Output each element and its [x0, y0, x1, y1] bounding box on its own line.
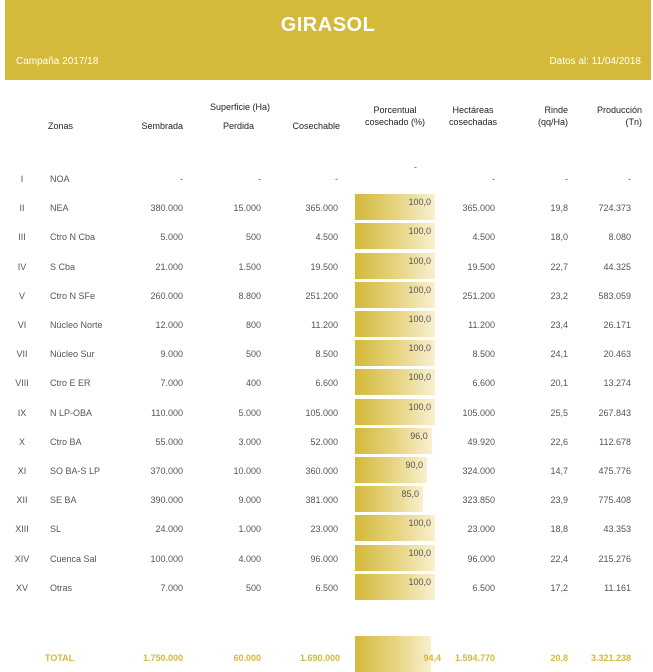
- row-number: III: [18, 232, 26, 242]
- row-number: XI: [17, 466, 27, 476]
- row-produccion: 583.059: [598, 291, 631, 301]
- row-sembrada: 24.000: [155, 524, 183, 534]
- row-cosechable: 52.000: [310, 437, 338, 447]
- pct-bar: [355, 545, 435, 571]
- pct-bar: [355, 340, 435, 366]
- header-sembrada: Sembrada: [141, 121, 183, 131]
- pct-bar: [355, 311, 435, 337]
- row-produccion: -: [628, 174, 631, 184]
- pct-value: 100,0: [408, 402, 431, 412]
- row-perdida: 5.000: [238, 408, 261, 418]
- row-hectareas: 105.000: [462, 408, 495, 418]
- pct-bar: [355, 253, 435, 279]
- total-pct-value: 94,4: [423, 653, 441, 663]
- row-number: VIII: [15, 378, 29, 388]
- row-perdida: 500: [245, 583, 261, 593]
- row-rinde: -: [565, 174, 568, 184]
- pct-value: 100,0: [408, 285, 431, 295]
- pct-value: 96,0: [410, 431, 428, 441]
- row-cosechable: 96.000: [310, 554, 338, 564]
- row-zona: Núcleo Sur: [50, 349, 95, 359]
- total-cosechable: 1.690.000: [299, 653, 340, 663]
- row-sembrada: 7.000: [160, 583, 183, 593]
- row-produccion: 475.776: [598, 466, 631, 476]
- row-number: II: [19, 203, 25, 213]
- row-hectareas: -: [492, 174, 495, 184]
- row-zona: Ctro N Cba: [50, 232, 96, 242]
- row-cosechable: 365.000: [305, 203, 338, 213]
- row-perdida: 10.000: [233, 466, 261, 476]
- pct-value: 100,0: [408, 343, 431, 353]
- row-perdida: 9.000: [238, 495, 261, 505]
- row-zona: Cuenca Sal: [50, 554, 97, 564]
- row-perdida: 500: [245, 232, 261, 242]
- header-rinde-line2: (qq/Ha): [537, 117, 568, 127]
- row-rinde: 23,2: [550, 291, 568, 301]
- pct-bar: [355, 428, 435, 454]
- row-rinde: 23,9: [550, 495, 568, 505]
- header-hectareas-line1: Hectáreas: [452, 105, 494, 115]
- row-cosechable: 11.200: [311, 320, 338, 330]
- row-rinde: 17,2: [550, 583, 568, 593]
- row-perdida: 500: [245, 349, 261, 359]
- row-produccion: 775.408: [598, 495, 631, 505]
- row-zona: Ctro N SFe: [50, 291, 96, 301]
- header-porcentual-line2: cosechado (%): [364, 117, 426, 127]
- title-banner: [5, 0, 651, 80]
- total-perdida: 60.000: [233, 653, 261, 663]
- pct-value: 100,0: [408, 518, 431, 528]
- header-porcentual-line1: Porcentual: [373, 105, 417, 115]
- row-number: XIV: [14, 554, 30, 564]
- pct-bar: [355, 282, 435, 308]
- row-number: XV: [15, 583, 28, 593]
- row-sembrada: 9.000: [160, 349, 183, 359]
- row-cosechable: 23.000: [310, 524, 338, 534]
- row-zona: NEA: [50, 203, 69, 213]
- row-sembrada: 55.000: [155, 437, 183, 447]
- row-cosechable: 8.500: [315, 349, 338, 359]
- row-produccion: 26.171: [603, 320, 631, 330]
- header-superficie: Superficie (Ha): [209, 102, 271, 112]
- header-cosechable: Cosechable: [292, 121, 340, 131]
- campaign-label: Campaña 2017/18: [16, 56, 99, 67]
- row-number: IX: [17, 408, 27, 418]
- pct-value: 100,0: [408, 226, 431, 236]
- row-perdida: 15.000: [233, 203, 261, 213]
- row-hectareas: 11.200: [468, 320, 495, 330]
- row-hectareas: 19.500: [467, 262, 495, 272]
- row-cosechable: 381.000: [305, 495, 338, 505]
- row-perdida: 4.000: [238, 554, 261, 564]
- row-rinde: 25,5: [550, 408, 568, 418]
- pct-value: 100,0: [408, 372, 431, 382]
- row-sembrada: 260.000: [150, 291, 183, 301]
- row-rinde: 24,1: [550, 349, 568, 359]
- row-number: X: [18, 437, 25, 447]
- total-pct-bar-fill: [355, 636, 431, 672]
- row-zona: Núcleo Norte: [50, 320, 103, 330]
- row-hectareas: 23.000: [467, 524, 495, 534]
- row-perdida: -: [258, 174, 261, 184]
- row-produccion: 20.463: [603, 349, 631, 359]
- row-produccion: 43.353: [603, 524, 631, 534]
- row-zona: S Cba: [50, 262, 76, 272]
- row-rinde: 14,7: [550, 466, 568, 476]
- header-perdida: Perdida: [222, 121, 254, 131]
- row-sembrada: -: [180, 174, 183, 184]
- pct-value: 100,0: [408, 314, 431, 324]
- row-rinde: 19,8: [550, 203, 568, 213]
- row-produccion: 724.373: [598, 203, 631, 213]
- pct-value: 85,0: [401, 489, 419, 499]
- row-zona: N LP-OBA: [50, 408, 93, 418]
- header-hectareas-line2: cosechadas: [448, 117, 498, 127]
- pct-bar: [355, 399, 435, 425]
- row-number: VI: [17, 320, 27, 330]
- row-produccion: 13.274: [603, 378, 631, 388]
- total-produccion: 3.321.238: [590, 653, 631, 663]
- total-pct-bar: [355, 636, 441, 672]
- total-label: TOTAL: [45, 653, 75, 663]
- row-produccion: 112.678: [599, 437, 631, 447]
- pct-bar: [355, 486, 435, 512]
- header-zonas: Zonas: [48, 121, 74, 131]
- row-hectareas: 6.600: [472, 378, 495, 388]
- row-cosechable: 6.500: [315, 583, 338, 593]
- total-sembrada: 1.750.000: [142, 653, 183, 663]
- header-rinde-line1: Rinde: [544, 105, 568, 115]
- row-produccion: 215.276: [598, 554, 631, 564]
- row-zona: NOA: [50, 174, 70, 184]
- row-cosechable: 6.600: [315, 378, 338, 388]
- header-hectareas: [437, 104, 509, 128]
- pct-value: 100,0: [408, 577, 431, 587]
- header-porcentual: [355, 104, 435, 128]
- pct-bar: [355, 162, 435, 191]
- row-cosechable: 360.000: [305, 466, 338, 476]
- total-hectareas: 1.594.770: [454, 653, 495, 663]
- row-number: IV: [17, 262, 27, 272]
- row-rinde: 18,0: [550, 232, 568, 242]
- row-perdida: 1.000: [238, 524, 261, 534]
- total-rinde: 20,8: [550, 653, 568, 663]
- row-zona: SL: [50, 524, 62, 534]
- row-hectareas: 96.000: [467, 554, 495, 564]
- row-perdida: 400: [245, 378, 261, 388]
- row-sembrada: 380.000: [150, 203, 183, 213]
- page-title: GIRASOL: [280, 14, 376, 36]
- row-zona: Otras: [50, 583, 73, 593]
- row-perdida: 1.500: [238, 262, 261, 272]
- pct-bar: [355, 223, 435, 249]
- row-zona: SO BA-S LP: [50, 466, 101, 476]
- row-number: VII: [16, 349, 28, 359]
- row-sembrada: 12.000: [155, 320, 183, 330]
- pct-value: -: [414, 162, 417, 172]
- data-date-label: Datos al: 11/04/2018: [549, 56, 641, 67]
- row-perdida: 8.800: [238, 291, 261, 301]
- row-number: XII: [16, 495, 28, 505]
- row-number: I: [20, 174, 24, 184]
- row-perdida: 3.000: [238, 437, 261, 447]
- row-sembrada: 5.000: [160, 232, 183, 242]
- row-number: XIII: [15, 524, 29, 534]
- row-hectareas: 49.920: [467, 437, 495, 447]
- row-sembrada: 21.000: [155, 262, 183, 272]
- row-hectareas: 6.500: [472, 583, 495, 593]
- row-rinde: 20,1: [550, 378, 568, 388]
- row-cosechable: 105.000: [305, 408, 338, 418]
- row-sembrada: 100.000: [150, 554, 183, 564]
- row-sembrada: 110.000: [151, 408, 183, 418]
- pct-bar: [355, 515, 435, 541]
- pct-bar: [355, 369, 435, 395]
- header-rinde: [520, 104, 568, 128]
- row-hectareas: 324.000: [462, 466, 495, 476]
- row-hectareas: 4.500: [472, 232, 495, 242]
- row-produccion: 267.843: [598, 408, 631, 418]
- row-zona: Ctro E ER: [50, 378, 91, 388]
- row-cosechable: 4.500: [315, 232, 338, 242]
- header-produccion-line2: (Tn): [625, 117, 642, 127]
- pct-value: 90,0: [405, 460, 423, 470]
- row-hectareas: 251.200: [462, 291, 495, 301]
- pct-bar: [355, 457, 435, 483]
- row-cosechable: 19.500: [310, 262, 338, 272]
- row-hectareas: 8.500: [472, 349, 495, 359]
- pct-bar: [355, 574, 435, 600]
- row-rinde: 23,4: [550, 320, 568, 330]
- row-sembrada: 370.000: [150, 466, 183, 476]
- row-cosechable: -: [335, 174, 338, 184]
- row-cosechable: 251.200: [305, 291, 338, 301]
- pct-value: 100,0: [408, 197, 431, 207]
- pct-value: 100,0: [408, 256, 431, 266]
- row-perdida: 800: [245, 320, 261, 330]
- row-sembrada: 390.000: [150, 495, 183, 505]
- header-produccion: [580, 104, 642, 128]
- row-number: V: [18, 291, 25, 301]
- row-rinde: 22,6: [550, 437, 568, 447]
- row-hectareas: 323.850: [462, 495, 495, 505]
- row-zona: SE BA: [50, 495, 77, 505]
- row-produccion: 11.161: [604, 583, 631, 593]
- row-hectareas: 365.000: [462, 203, 495, 213]
- row-rinde: 22,7: [550, 262, 568, 272]
- row-rinde: 18,8: [550, 524, 568, 534]
- row-produccion: 44.325: [603, 262, 631, 272]
- row-rinde: 22,4: [550, 554, 568, 564]
- row-produccion: 8.080: [608, 232, 631, 242]
- header-produccion-line1: Producción: [596, 105, 642, 115]
- row-sembrada: 7.000: [160, 378, 183, 388]
- row-zona: Ctro BA: [50, 437, 82, 447]
- pct-value: 100,0: [408, 548, 431, 558]
- pct-bar: [355, 194, 435, 220]
